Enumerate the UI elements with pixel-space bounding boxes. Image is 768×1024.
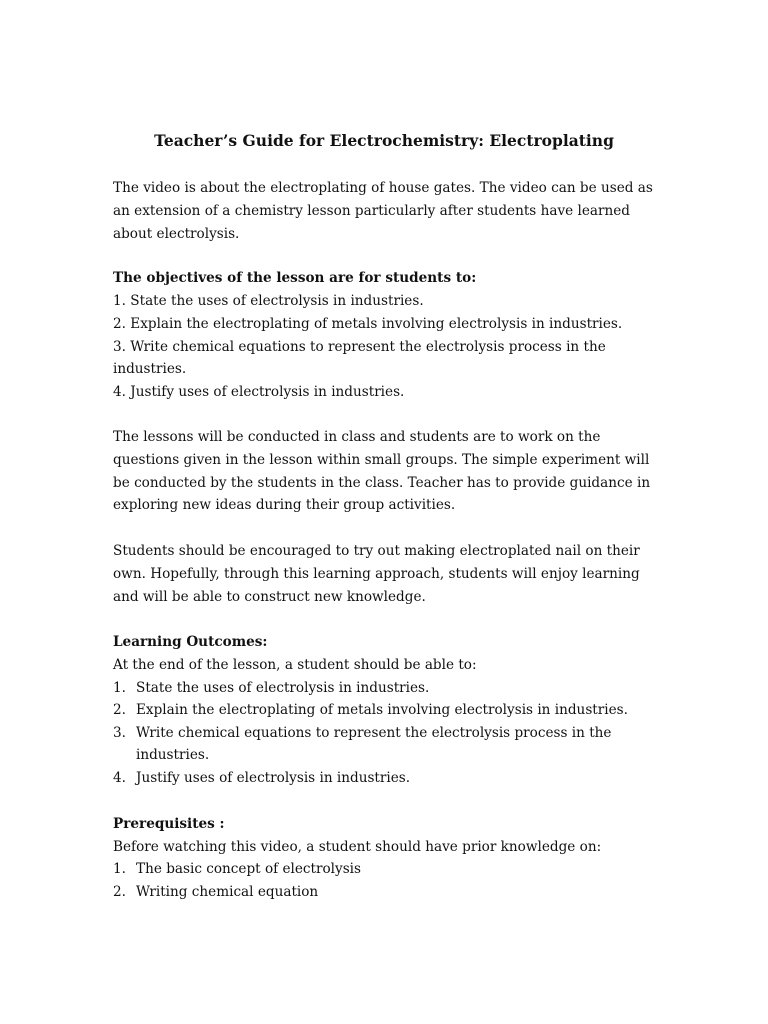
outcome-text: Write chemical equations to represent the electrolysis process in the [136,725,612,741]
outcome-number: 4. [113,770,126,786]
outcome-number: 1. [113,680,126,696]
objective-item: 1. State the uses of electrolysis in industries. [113,293,424,309]
conduct-line: be conducted by the students in the class. Teacher has to provide guidance in [113,475,651,491]
conduct-line: exploring new ideas during their group activities. [113,497,456,513]
intro-line: The video is about the electroplating of house gates. The video can be used as [113,180,653,196]
intro-line: an extension of a chemistry lesson particularly after students have learned [113,203,630,219]
objectives-heading: The objectives of the lesson are for students to: [113,270,477,286]
intro-line: about electrolysis. [113,226,240,242]
objective-item: 4. Justify uses of electrolysis in industries. [113,384,405,400]
prerequisite-number: 2. [113,884,126,900]
outcome-text: State the uses of electrolysis in industries. [136,680,430,696]
encourage-line: Students should be encouraged to try out making electroplated nail on their [113,543,640,559]
prerequisite-text: The basic concept of electrolysis [136,861,362,877]
objective-item-continuation: industries. [113,361,187,377]
outcome-number: 2. [113,702,126,718]
outcome-text: Explain the electroplating of metals involving electrolysis in industries. [136,702,628,718]
outcome-text-continuation: industries. [136,747,210,763]
outcomes-heading: Learning Outcomes: [113,634,268,650]
objective-item: 2. Explain the electroplating of metals involving electrolysis in industries. [113,316,623,332]
encourage-line: and will be able to construct new knowledge. [113,589,426,605]
encourage-line: own. Hopefully, through this learning approach, students will enjoy learning [113,566,640,582]
outcomes-intro: At the end of the lesson, a student should be able to: [113,657,477,673]
objective-item: 3. Write chemical equations to represent the electrolysis process in the [113,339,606,355]
prerequisites-intro: Before watching this video, a student should have prior knowledge on: [113,839,602,855]
document-title: Teacher’s Guide for Electrochemistry: Electroplating [154,131,614,150]
outcome-number: 3. [113,725,126,741]
prerequisite-number: 1. [113,861,126,877]
conduct-line: questions given in the lesson within small groups. The simple experiment will [113,452,650,468]
outcome-text: Justify uses of electrolysis in industries. [136,770,411,786]
conduct-line: The lessons will be conducted in class and students are to work on the [113,429,601,445]
prerequisite-text: Writing chemical equation [136,884,319,900]
prerequisites-heading: Prerequisites : [113,816,225,832]
